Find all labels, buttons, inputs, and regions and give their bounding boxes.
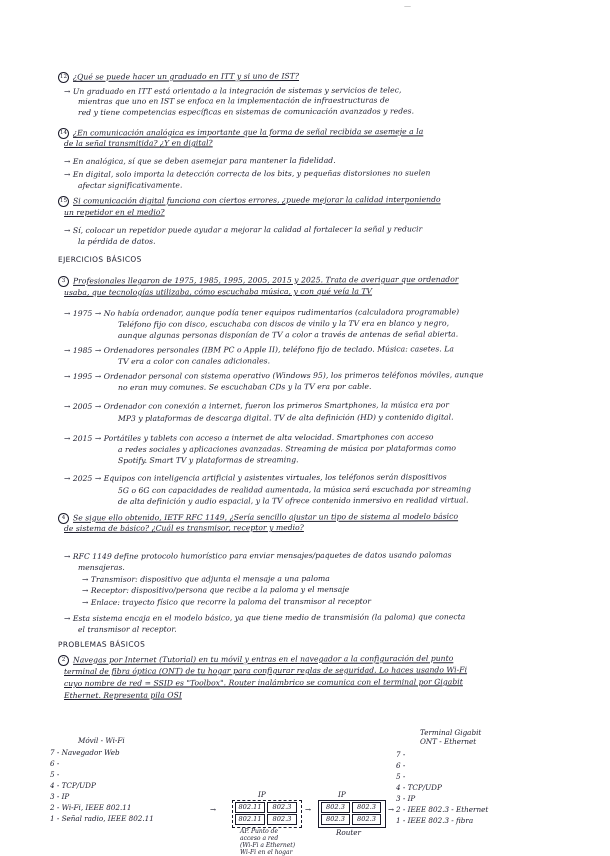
- note-line-e4a1: [64, 550, 452, 562]
- note-line-e3a14: [118, 484, 471, 496]
- note-line-q12a2: [78, 96, 389, 107]
- page-mark: —: [404, 2, 411, 10]
- osi-layer-3: 3 - IP: [50, 792, 70, 801]
- line-text: no eran muy comunes. Se escuchaban CDs y la TV era por cable.: [117, 381, 372, 392]
- question-number-badge: 2: [58, 655, 69, 666]
- note-line-e3a7: [118, 382, 372, 393]
- line-text: → Sí, colocar un repetidor puede ayudar a mejorar la calidad al fortalecer la señal y reducir: [63, 224, 423, 235]
- note-line-e3a12: [118, 455, 299, 466]
- question-text: Si comunicación digital funciona con ciertos errores, ¿puede mejorar la calidad interponiendo: [72, 194, 441, 206]
- note-line-e3a5: [118, 356, 270, 367]
- note-line-h1: [58, 255, 142, 265]
- line-text: usaba, que tecnologías utilizaba, cómo escuchaba música, y con qué veía la TV: [63, 286, 373, 297]
- note-line-p2b: [64, 665, 467, 677]
- question-text: ¿Qué se puede hacer un graduado en ITT y si uno de IST?: [72, 71, 300, 82]
- note-line-e3a2: [118, 319, 449, 330]
- line-text: → 2005 → Ordenador con conexión a internet, fueron los primeros Smartphones, la música era por: [63, 400, 450, 411]
- right-stack-title-1: Terminal Gigabit: [420, 728, 482, 737]
- note-line-q12a3: [78, 107, 414, 118]
- osi-layer-1: 1 - Señal radio, IEEE 802.11: [50, 814, 154, 823]
- osi-layer-2: 2 - Wi-Fi, IEEE 802.11: [50, 803, 132, 812]
- line-text: de alta definición y audio espacial, y la TV ofrece contenido inmersivo en realidad virtual.: [117, 495, 469, 506]
- line-text: → 1985 → Ordenadores personales (IBM PC o Apple II), teléfono fijo de teclado. Música: casetes. La: [63, 344, 454, 355]
- note-line-e4a2: [78, 563, 125, 573]
- note-line-e3a15: [118, 495, 468, 507]
- note-line-e4a4: [82, 585, 349, 596]
- note-line-e3a9: [118, 413, 454, 424]
- ap-cell-3: 802.11: [235, 814, 265, 825]
- question-number-badge: 14: [58, 128, 69, 139]
- note-line-e4a6: [64, 612, 465, 624]
- line-text: aunque algunas personas disponían de TV a color a través de antenas de señal abierta.: [117, 329, 459, 340]
- line-text: Spotify. Smart TV y plataformas de streaming.: [117, 455, 299, 465]
- ap-cell-1: 802.11: [235, 802, 265, 813]
- line-text: 5G o 6G con capacidades de realidad aumentada, la música será escuchada por streaming: [117, 484, 472, 495]
- note-line-e4b: [64, 523, 304, 534]
- osi-layer-6: 6 -: [396, 761, 406, 770]
- line-text: afectar significativamente.: [77, 180, 183, 190]
- line-text: → 1975 → No había ordenador, aunque podía tener equipos rudimentarios (calculadora programable): [63, 307, 460, 318]
- osi-layer-1: 1 - IEEE 802.3 - fibra: [396, 816, 474, 825]
- note-line-q14: [58, 126, 423, 139]
- line-text: mensajeras.: [77, 562, 125, 572]
- osi-layer-2: 2 - IEEE 802.3 - Ethernet: [396, 805, 489, 814]
- osi-layer-6: 6 -: [50, 759, 60, 768]
- ap-caption-line: Wi-Fi en el hogar: [240, 849, 293, 856]
- line-text: Ethernet. Representa pila OSI: [63, 690, 182, 700]
- arrow-mid-icon: →: [305, 805, 312, 814]
- osi-layer-4: 4 - TCP/UDP: [50, 781, 96, 790]
- note-line-p2: [58, 653, 453, 666]
- note-line-q12: [58, 71, 299, 83]
- line-text: → Esta sistema encaja en el modelo básico, ya que tiene medio de transmisión (la paloma) que conecta: [63, 612, 466, 623]
- section-heading: PROBLEMAS BÁSICOS: [57, 639, 146, 649]
- right-stack-title-2: ONT - Ethernet: [420, 737, 477, 746]
- note-line-q15a2: [78, 237, 156, 247]
- router-caption: Router: [336, 828, 361, 837]
- note-line-e3a6: [64, 370, 484, 382]
- note-line-e3a1: [64, 307, 459, 319]
- line-text: → 2025 → Equipos con inteligencia artificial y asistentes virtuales, los teléfonos serán dispositivos: [63, 472, 447, 483]
- line-text: a redes sociales y aplicaciones avanzadas. Streaming de música por plataformas como: [117, 443, 456, 454]
- line-text: → Receptor: dispositivo/persona que recibe a la paloma y el mensaje: [81, 584, 350, 595]
- note-line-e3: [58, 274, 459, 287]
- router-top-label: IP: [338, 790, 346, 799]
- line-text: → Un graduado en ITT está orientado a la integración de sistemas y servicios de telec,: [63, 85, 402, 96]
- line-text: → 1995 → Ordenador personal con sistema operativo (Windows 95), los primeros teléfonos móviles, aunque: [63, 370, 484, 381]
- question-number-badge: 3: [58, 276, 69, 287]
- osi-layer-7: 7 -: [396, 750, 406, 759]
- line-text: → 2015 → Portátiles y tablets con acceso a internet de alta velocidad. Smartphones con acceso: [63, 432, 434, 443]
- note-line-e4a7: [78, 625, 177, 635]
- note-line-e3a13: [64, 472, 447, 484]
- osi-layer-5: 5 -: [396, 772, 406, 781]
- question-text: ¿En comunicación analógica es importante que la forma de señal recibida se asemeje a la: [72, 126, 424, 138]
- osi-layer-3: 3 - IP: [396, 794, 416, 803]
- osi-layer-5: 5 -: [50, 770, 60, 779]
- question-text: Se sigue ello obtenido, IETF RFC 1149, ¿Sería sencillo ajustar un tipo de sistema al modelo básico: [72, 511, 459, 523]
- line-text: el transmisor al receptor.: [77, 624, 177, 634]
- ap-cell-4: 802.3: [267, 814, 297, 825]
- router-cell-4: 802.3: [352, 814, 381, 825]
- note-line-e3a11: [118, 444, 456, 455]
- left-stack-title: Móvil - Wi-Fi: [78, 736, 125, 745]
- line-text: → Enlace: trayecto físico que recorre la paloma del transmisor al receptor: [81, 596, 372, 607]
- note-line-p2c: [64, 677, 463, 689]
- note-line-e3b: [64, 287, 372, 298]
- note-line-e4a3: [82, 574, 330, 585]
- ap-cell-2: 802.3: [267, 802, 297, 813]
- question-number-badge: 15: [58, 196, 69, 207]
- line-text: un repetidor en el medio?: [63, 207, 165, 217]
- line-text: MP3 y plataformas de descarga digital. TV de alta definición (HD) y contenido digital.: [117, 412, 454, 423]
- line-text: cuyo nombre de red = SSID es "Toolbox". Router inalámbrico se comunica con el terminal por Gigabit: [63, 677, 463, 688]
- section-heading: EJERCICIOS BÁSICOS: [57, 254, 142, 264]
- note-line-e3a3: [118, 330, 458, 341]
- line-text: de sistema de básico? ¿Cuál es transmisor, receptor y medio?: [63, 522, 304, 533]
- note-line-q14b: [64, 138, 213, 149]
- osi-layer-4: 4 - TCP/UDP: [396, 783, 442, 792]
- arrow-right-icon: →: [388, 805, 395, 814]
- osi-layer-7: 7 - Navegador Web: [50, 748, 120, 757]
- line-text: la pérdida de datos.: [77, 236, 156, 246]
- line-text: TV era a color con canales adicionales.: [117, 356, 271, 366]
- note-line-e3a8: [64, 400, 449, 412]
- ap-caption-line: (Wi-Fi a Ethernet): [240, 842, 296, 849]
- note-line-q14a2: [64, 168, 430, 180]
- note-line-e4: [58, 511, 458, 524]
- line-text: terminal de fibra óptica (ONT) de tu hogar para configurar reglas de seguridad. Lo haces usando Wi-Fi: [63, 665, 468, 676]
- note-line-q14a1: [64, 156, 336, 167]
- line-text: → En digital, solo importa la detección correcta de los bits, y pequeñas distorsiones no suelen: [63, 168, 431, 179]
- line-text: red y tiene competencias específicas en sistemas de comunicación avanzados y redes.: [77, 106, 415, 117]
- question-text: Profesionales llegaron de 1975, 1985, 1995, 2005, 2015 y 2025. Trata de averiguar que ordenador: [72, 274, 459, 286]
- ap-caption-line: AP. Punto de: [240, 828, 279, 835]
- line-text: de la señal transmitida? ¿Y en digital?: [63, 138, 213, 148]
- note-line-e4a5: [82, 597, 371, 608]
- note-line-e3a4: [64, 344, 454, 356]
- ap-top-label: IP: [258, 790, 266, 799]
- line-text: → Transmisor: dispositivo que adjunta el mensaje a una paloma: [81, 573, 330, 584]
- note-line-q15b: [64, 208, 165, 218]
- router-cell-3: 802.3: [321, 814, 350, 825]
- router-cell-1: 802.3: [321, 802, 350, 813]
- router-cell-2: 802.3: [352, 802, 381, 813]
- arrow-left-icon: →: [210, 805, 217, 814]
- note-line-p2d: [64, 690, 182, 701]
- question-text: Navegas por Internet (Tutorial) en tu móvil y entras en el navegador a la configuración del punto: [72, 653, 454, 665]
- ap-caption-line: acceso a red: [240, 835, 279, 842]
- line-text: → RFC 1149 define protocolo humorístico para enviar mensajes/paquetes de datos usando palomas: [63, 550, 452, 561]
- line-text: Teléfono fijo con disco, escuchaba con discos de vinilo y la TV era en blanco y negro,: [117, 318, 450, 329]
- note-line-h2: [58, 640, 145, 650]
- question-number-badge: 12: [58, 72, 69, 83]
- line-text: mientras que uno en IST se enfoca en la implementación de infraestructuras de: [77, 95, 390, 106]
- note-line-q14a3: [78, 181, 182, 191]
- line-text: → En analógica, sí que se deben asemejar para mantener la fidelidad.: [63, 155, 336, 166]
- question-number-badge: 4: [58, 513, 69, 524]
- note-line-e3a10: [64, 432, 434, 444]
- note-line-q15: [58, 194, 441, 207]
- note-line-q15a1: [64, 224, 422, 236]
